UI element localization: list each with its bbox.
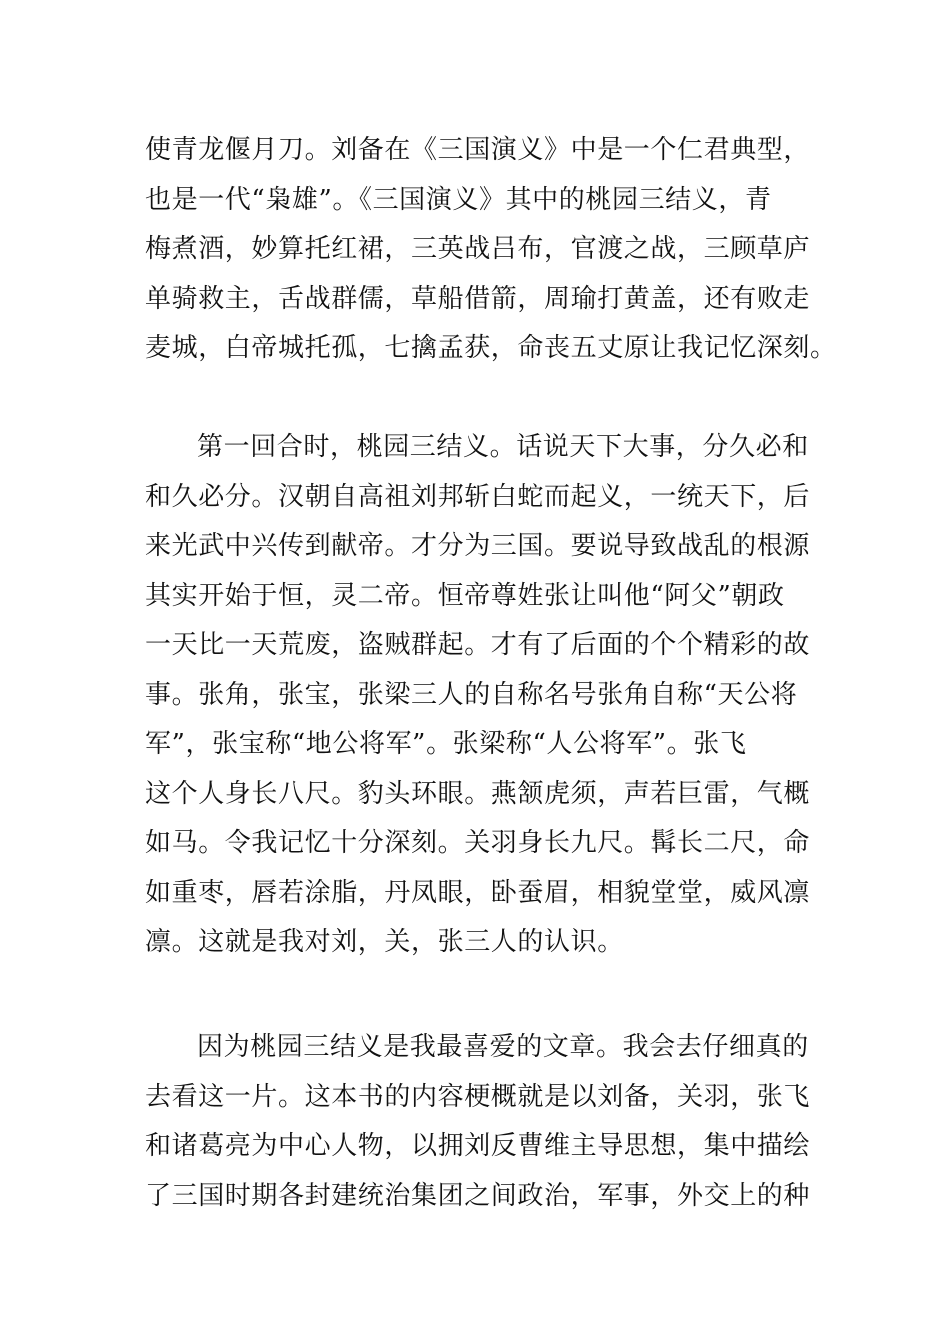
paragraph-2 (145, 423, 810, 968)
text-line: 凛。这就是我对刘，关，张三人的认识。 (145, 927, 624, 957)
text-line: 军”，张宝称“地公将军”。张梁称“人公将军”。张飞 (145, 729, 747, 759)
text-line: 单骑救主，舌战群儒，草船借箭，周瑜打黄盖，还有败走 (145, 283, 811, 314)
text-line: 这个人身长八尺。豹头环眼。燕颔虎须，声若巨雷，气概 (145, 778, 811, 809)
text-line: 和久必分。汉朝自高祖刘邦斩白蛇而起义，一统天下，后 (145, 481, 811, 512)
text-line: 去看这一片。这本书的内容梗概就是以刘备，关羽，张飞 (145, 1081, 811, 1112)
text-line: 如重枣，唇若涂脂，丹凤眼，卧蚕眉，相貌堂堂，威风凛 (145, 877, 811, 908)
text-line: 因为桃园三结义是我最喜爱的文章。我会去仔细真的 (197, 1032, 809, 1062)
text-line: 事。张角，张宝，张梁三人的自称名号张角自称“天公将 (145, 679, 798, 710)
text-line: 使青龙偃月刀。刘备在《三国演义》中是一个仁君典型， (145, 135, 811, 165)
text-line: 一天比一天荒废，盗贼群起。才有了后面的个个精彩的故 (145, 630, 811, 660)
paragraph-1 (145, 126, 837, 374)
paragraph-3 (145, 1023, 810, 1221)
text-line: 其实开始于恒，灵二帝。恒帝尊姓张让叫他“阿父”朝政 (145, 580, 785, 611)
text-line: 梅煮酒，妙算托红裙，三英战吕布，官渡之战，三顾草庐 (145, 234, 811, 264)
text-line: 第一回合时，桃园三结义。话说天下大事，分久必和 (197, 432, 809, 462)
text-line: 来光武中兴传到献帝。才分为三国。要说导致战乱的根源 (145, 531, 811, 561)
text-line: 了三国时期各封建统治集团之间政治，军事，外交上的种 (145, 1180, 811, 1211)
text-line: 和诸葛亮为中心人物，以拥刘反曹维主导思想，集中描绘 (145, 1131, 811, 1161)
text-line: 麦城，白帝城托孤，七擒孟获，命丧五丈原让我记忆深刻。 (145, 333, 837, 363)
text-line: 如马。令我记忆十分深刻。关羽身长九尺。髯长二尺，命 (145, 828, 811, 858)
text-line: 也是一代“枭雄”。《三国演义》其中的桃园三结义，青 (145, 184, 772, 215)
